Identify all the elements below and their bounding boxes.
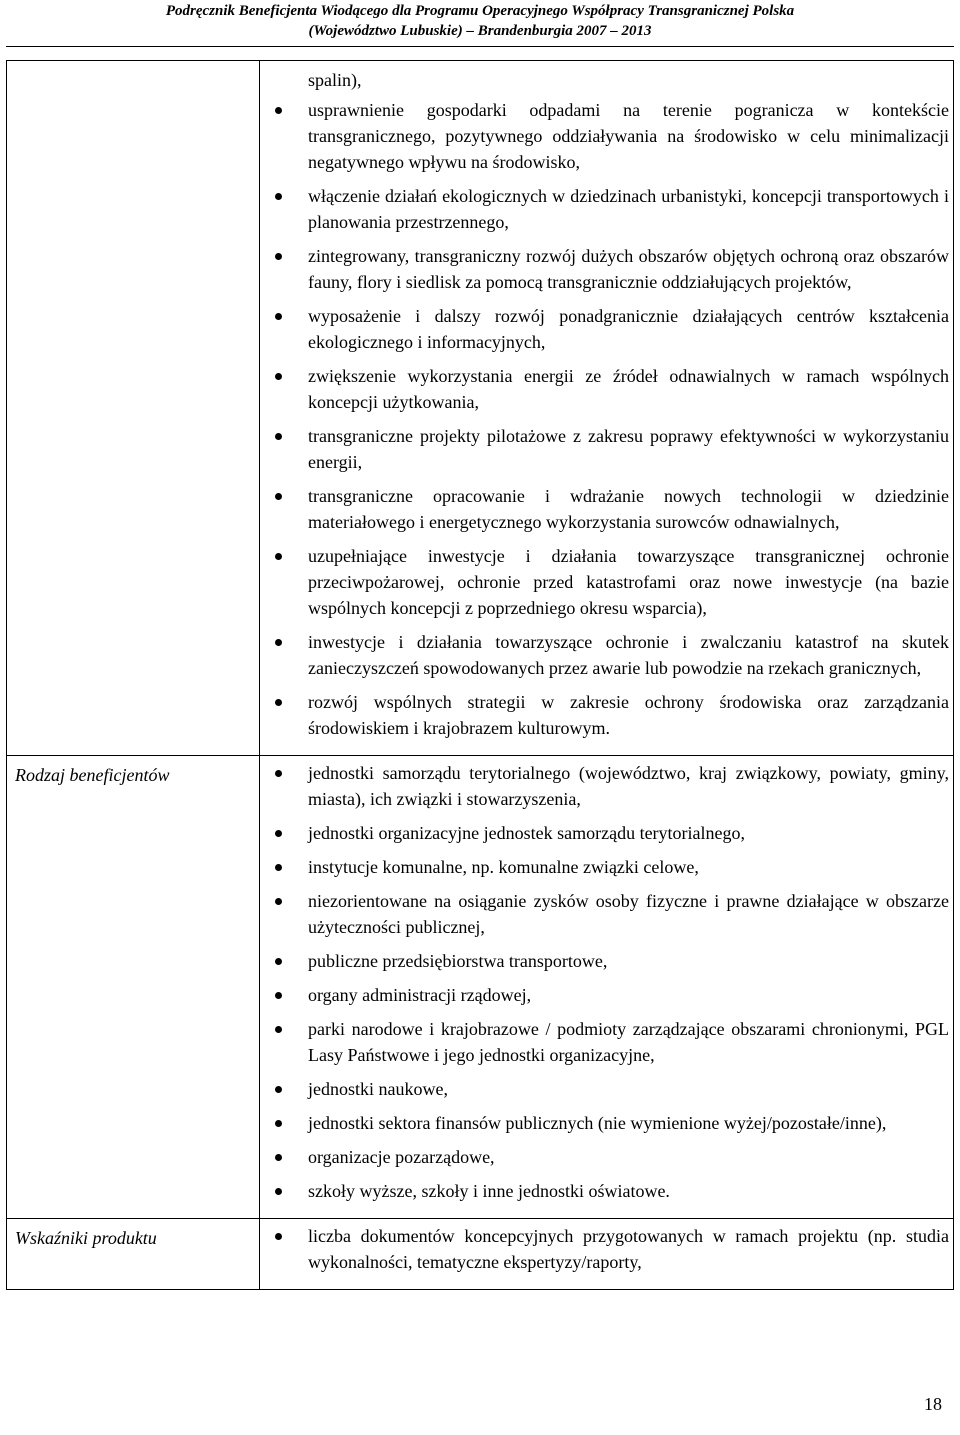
list-item xyxy=(260,97,949,175)
bullet-icon xyxy=(275,1026,282,1033)
list-item-text: jednostki organizacyjne jednostek samorządu terytorialnego, xyxy=(308,823,746,843)
row-content xyxy=(260,61,954,756)
bullet-icon xyxy=(275,493,282,500)
bullet-icon xyxy=(275,639,282,646)
list-item xyxy=(260,1110,949,1136)
row-content xyxy=(260,756,954,1219)
bullet-icon xyxy=(275,1120,282,1127)
list-item xyxy=(260,363,949,415)
list-item-continuation: spalin), xyxy=(308,70,362,90)
bullet-icon xyxy=(275,107,282,114)
bullet-list xyxy=(260,756,953,1218)
header-title-bold: Podręcznik Beneficjenta Wiodącego xyxy=(165,3,389,19)
table-row xyxy=(7,61,954,756)
list-item-text: uzupełniające inwestycje i działania towarzyszące transgranicznej ochronie przeciwpożarowej, ochronie przed katastrofami oraz nowe inwestycje (na bazie wspólnych koncepcji z poprzedniego okresu wsparcia), xyxy=(308,546,949,618)
bullet-list xyxy=(260,1219,953,1289)
list-item xyxy=(260,820,949,846)
list-item-text: inwestycje i działania towarzyszące ochronie i zwalczaniu katastrof na skutek zanieczyszczeń spowodowanych przez awarie lub powodzie na rzekach granicznych, xyxy=(308,632,949,678)
bullet-icon xyxy=(275,1154,282,1161)
header-line-1 xyxy=(0,1,960,21)
list-item xyxy=(260,982,949,1008)
list-item xyxy=(260,1223,949,1275)
list-item-text: jednostki samorządu terytorialnego (województwo, kraj związkowy, powiaty, gminy, miasta), ich związki i stowarzyszenia, xyxy=(308,763,949,809)
bullet-icon xyxy=(275,770,282,777)
bullet-icon xyxy=(275,830,282,837)
list-item-text: jednostki sektora finansów publicznych (nie wymienione wyżej/pozostałe/inne), xyxy=(308,1113,887,1133)
list-item xyxy=(260,423,949,475)
header-title-rest: dla Programu Operacyjnego Współpracy Transgranicznej Polska xyxy=(388,3,795,19)
bullet-icon xyxy=(275,1233,282,1240)
table-row xyxy=(7,1219,954,1290)
list-item xyxy=(260,888,949,940)
bullet-icon xyxy=(275,992,282,999)
bullet-icon xyxy=(275,193,282,200)
list-item xyxy=(260,1144,949,1170)
list-item xyxy=(260,689,949,741)
bullet-icon xyxy=(275,898,282,905)
list-item-text: usprawnienie gospodarki odpadami na terenie pogranicza w kontekście transgranicznego, pozytywnego oddziaływania na środowisko w celu minimalizacji negatywnego wpływu na środowisko, xyxy=(308,100,949,172)
list-item xyxy=(260,1178,949,1204)
list-item-text: szkoły wyższe, szkoły i inne jednostki oświatowe. xyxy=(308,1181,670,1201)
document-header xyxy=(0,0,960,41)
list-item-text: zintegrowany, transgraniczny rozwój dużych obszarów objętych ochroną oraz obszarów fauny, flory i siedlisk za pomocą transgranicznie oddziałujących projektów, xyxy=(308,246,949,292)
list-item xyxy=(260,543,949,621)
list-item-text: wyposażenie i dalszy rozwój ponadgranicznie działających centrów kształcenia ekologicznego i informacyjnych, xyxy=(308,306,949,352)
list-item-text: instytucje komunalne, np. komunalne związki celowe, xyxy=(308,857,699,877)
list-item-text: rozwój wspólnych strategii w zakresie ochrony środowiska oraz zarządzania środowiskiem i krajobrazem kulturowym. xyxy=(308,692,949,738)
bullet-icon xyxy=(275,958,282,965)
list-item-text: transgraniczne opracowanie i wdrażanie nowych technologii w dziedzinie materiałowego i energetycznego wykorzystania surowców odnawialnych, xyxy=(308,486,949,532)
page-number: 18 xyxy=(924,1394,942,1414)
list-item xyxy=(260,948,949,974)
list-item-text: włączenie działań ekologicznych w dziedzinach urbanistyki, koncepcji transportowych i planowania przestrzennego, xyxy=(308,186,949,232)
bullet-list xyxy=(260,61,953,755)
list-item xyxy=(260,243,949,295)
list-item-text: jednostki naukowe, xyxy=(308,1079,448,1099)
list-item-text: parki narodowe i krajobrazowe / podmioty zarządzające obszarami chronionymi, PGL Lasy Państwowe i jego jednostki organizacyjne, xyxy=(308,1019,949,1065)
row-label: Wskaźniki produktu xyxy=(7,1219,260,1290)
bullet-icon xyxy=(275,1188,282,1195)
row-content xyxy=(260,1219,954,1290)
list-item xyxy=(260,183,949,235)
row-label xyxy=(7,61,260,756)
list-item-text: organy administracji rządowej, xyxy=(308,985,532,1005)
header-line-2: (Województwo Lubuskie) – Brandenburgia 2007 – 2013 xyxy=(308,23,652,39)
list-item xyxy=(260,629,949,681)
list-item xyxy=(260,760,949,812)
list-item-text: zwiększenie wykorzystania energii ze źródeł odnawialnych w ramach wspólnych koncepcji użytkowania, xyxy=(308,366,949,412)
list-item-text: organizacje pozarządowe, xyxy=(308,1147,495,1167)
list-item-text: transgraniczne projekty pilotażowe z zakresu poprawy efektywności w wykorzystaniu energii, xyxy=(308,426,949,472)
list-item xyxy=(260,303,949,355)
list-item xyxy=(260,483,949,535)
table-row xyxy=(7,756,954,1219)
list-item-text: niezorientowane na osiąganie zysków osoby fizyczne i prawne działające w obszarze użyteczności publicznej, xyxy=(308,891,949,937)
bullet-icon xyxy=(275,864,282,871)
list-item xyxy=(260,1076,949,1102)
row-label: Rodzaj beneficjentów xyxy=(7,756,260,1219)
bullet-icon xyxy=(275,433,282,440)
bullet-icon xyxy=(275,553,282,560)
bullet-icon xyxy=(275,313,282,320)
list-item-text: liczba dokumentów koncepcyjnych przygotowanych w ramach projektu (np. studia wykonalności, tematyczne ekspertyzy/raporty, xyxy=(308,1226,949,1272)
header-rule xyxy=(6,46,954,47)
list-item xyxy=(260,854,949,880)
bullet-icon xyxy=(275,253,282,260)
content-table xyxy=(6,60,954,1290)
list-item xyxy=(260,1016,949,1068)
bullet-icon xyxy=(275,1086,282,1093)
bullet-icon xyxy=(275,699,282,706)
bullet-icon xyxy=(275,373,282,380)
list-item-text: publiczne przedsiębiorstwa transportowe, xyxy=(308,951,608,971)
